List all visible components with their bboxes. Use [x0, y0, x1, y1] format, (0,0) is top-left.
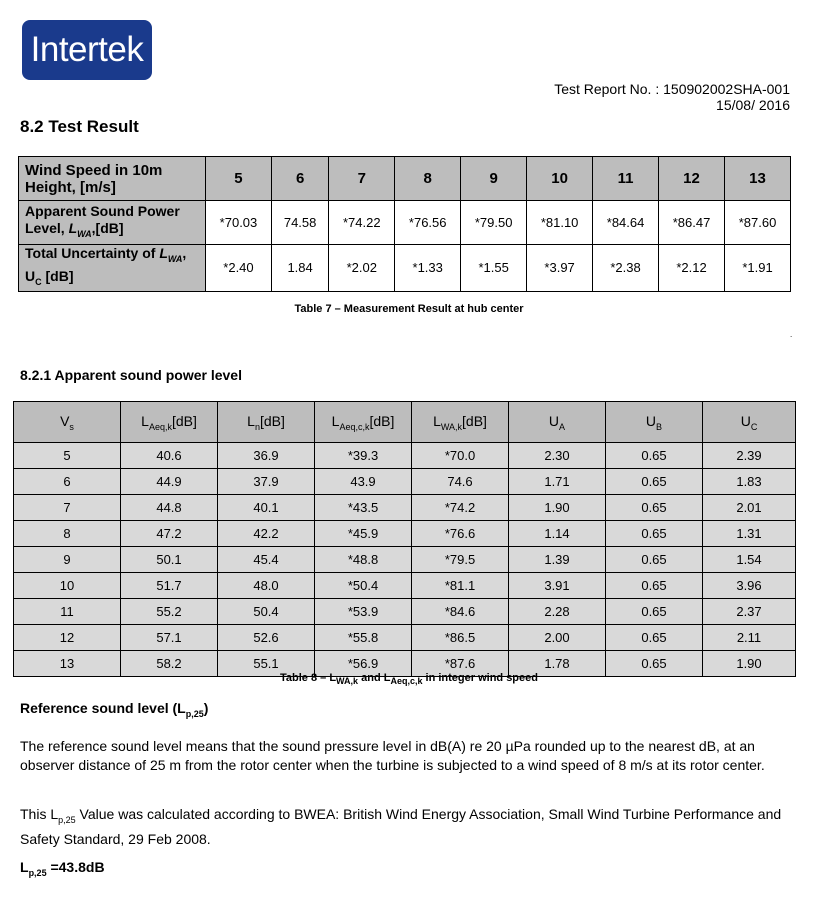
- table-cell: 8: [14, 521, 121, 547]
- row-header-uncertainty: Total Uncertainty of $L_{WA}$, $U_C$ [dB]: [19, 245, 206, 292]
- table8-caption: Table $8 - L_{WA,k}$ and $L_{Aeq,c,k}$ in integer wind speed: [280, 672, 538, 687]
- value-cell: *86.47: [659, 201, 725, 245]
- column-header: $L_{Aeq,c,k}[dB]$: [315, 402, 412, 443]
- table-row: [14, 521, 796, 547]
- table-cell: 1.31: [703, 521, 796, 547]
- table-cell: 1.14: [509, 521, 606, 547]
- table-row: [14, 443, 796, 469]
- value-cell: 74.58: [271, 201, 328, 245]
- value-cell: *2.40: [206, 245, 272, 292]
- value-cell: 1.84: [271, 245, 328, 292]
- sound-power-table: [13, 401, 796, 677]
- table-cell: 0.65: [606, 599, 703, 625]
- column-header: $L_{Aeq,k}[dB]$: [121, 402, 218, 443]
- table-cell: 0.65: [606, 495, 703, 521]
- table-row: [14, 625, 796, 651]
- calculation-paragraph: This $L_{p,25}$ Value was calculated according to BWEA: British Wind Energy Association, Small Wind Turbine Performance and Safety Standard, 29 Feb 2008.: [20, 806, 782, 847]
- table-cell: 57.1: [121, 625, 218, 651]
- table-cell: 50.4: [218, 599, 315, 625]
- table-cell: 5: [14, 443, 121, 469]
- table-cell: *86.5: [412, 625, 509, 651]
- table-cell: 40.1: [218, 495, 315, 521]
- table-row: [14, 573, 796, 599]
- table-cell: *45.9: [315, 521, 412, 547]
- table-row: [14, 547, 796, 573]
- row-header-wind-speed: Wind Speed in 10m Height, [m/s]: [19, 157, 206, 201]
- column-header: $U_A$: [509, 402, 606, 443]
- table-cell: *79.5: [412, 547, 509, 573]
- value-cell: *79.50: [461, 201, 527, 245]
- table-cell: 0.65: [606, 573, 703, 599]
- reference-value: $L_{p,25} =43.8dB$: [20, 859, 105, 878]
- table-header-row: [19, 157, 791, 201]
- wind-speed-cell: 7: [329, 157, 395, 201]
- table-cell: 0.65: [606, 469, 703, 495]
- table-cell: *70.0: [412, 443, 509, 469]
- wind-speed-cell: 12: [659, 157, 725, 201]
- table-cell: 1.83: [703, 469, 796, 495]
- table-cell: 2.01: [703, 495, 796, 521]
- table-cell: 13: [14, 651, 121, 677]
- column-header: $U_C$: [703, 402, 796, 443]
- section-title: 8.2 Test Result: [20, 117, 139, 136]
- table-cell: 48.0: [218, 573, 315, 599]
- table-cell: 12: [14, 625, 121, 651]
- table-cell: 2.11: [703, 625, 796, 651]
- value-cell: *84.64: [593, 201, 659, 245]
- wind-speed-cell: 11: [593, 157, 659, 201]
- table-cell: 44.8: [121, 495, 218, 521]
- table-cell: 51.7: [121, 573, 218, 599]
- table-cell: 37.9: [218, 469, 315, 495]
- table-cell: 6: [14, 469, 121, 495]
- row-header-sound-power: Apparent Sound Power Level, $L_{WA},[dB]$: [19, 201, 206, 245]
- table-cell: *39.3: [315, 443, 412, 469]
- table-cell: 10: [14, 573, 121, 599]
- table-row: [14, 599, 796, 625]
- table-header-row: [14, 402, 796, 443]
- value-cell: *1.33: [395, 245, 461, 292]
- wind-speed-cell: 10: [527, 157, 593, 201]
- wind-speed-cell: 13: [725, 157, 791, 201]
- column-header: $U_B$: [606, 402, 703, 443]
- wind-speed-cell: 5: [206, 157, 272, 201]
- table-cell: *55.8: [315, 625, 412, 651]
- table-cell: 55.1: [218, 651, 315, 677]
- column-header: $V_s$: [14, 402, 121, 443]
- table-cell: 43.9: [315, 469, 412, 495]
- table-cell: 50.1: [121, 547, 218, 573]
- measurement-result-table: [18, 156, 791, 292]
- value-cell: *1.91: [725, 245, 791, 292]
- table-cell: 1.54: [703, 547, 796, 573]
- table-cell: 55.2: [121, 599, 218, 625]
- value-cell: *81.10: [527, 201, 593, 245]
- table-cell: *43.5: [315, 495, 412, 521]
- table-cell: 45.4: [218, 547, 315, 573]
- reference-paragraph: The reference sound level means that the sound pressure level in dB(A) re 20 µPa rounded up to the nearest dB, at an observer distance of 25 m from the rotor center when the turbine is subjected to a wind speed of 8 m/s at its rotor center.: [20, 738, 765, 773]
- table-cell: 2.37: [703, 599, 796, 625]
- wind-speed-cell: 9: [461, 157, 527, 201]
- report-number: Test Report No. : 150902002SHA-001: [554, 81, 790, 97]
- table-row: [14, 495, 796, 521]
- table-row: [19, 245, 791, 292]
- table-cell: *48.8: [315, 547, 412, 573]
- table-cell: 36.9: [218, 443, 315, 469]
- table-row: [19, 201, 791, 245]
- table-cell: 2.39: [703, 443, 796, 469]
- table-cell: *74.2: [412, 495, 509, 521]
- table-cell: 1.90: [509, 495, 606, 521]
- table-cell: 58.2: [121, 651, 218, 677]
- table-cell: 44.9: [121, 469, 218, 495]
- subsection-title: 8.2.1 Apparent sound power level: [20, 367, 242, 383]
- table-cell: 40.6: [121, 443, 218, 469]
- table-cell: 11: [14, 599, 121, 625]
- table-cell: 42.2: [218, 521, 315, 547]
- column-header: $L_n[dB]$: [218, 402, 315, 443]
- table-cell: 0.65: [606, 651, 703, 677]
- value-cell: *87.60: [725, 201, 791, 245]
- table-cell: 7: [14, 495, 121, 521]
- value-cell: *76.56: [395, 201, 461, 245]
- table-cell: 1.78: [509, 651, 606, 677]
- value-cell: *2.02: [329, 245, 395, 292]
- table-row: [14, 469, 796, 495]
- column-header: $L_{WA,k}[dB]$: [412, 402, 509, 443]
- table-cell: 2.30: [509, 443, 606, 469]
- table-cell: 3.91: [509, 573, 606, 599]
- intertek-logo: Intertek: [22, 20, 152, 80]
- table-cell: *87.6: [412, 651, 509, 677]
- report-date: 15/08/ 2016: [716, 97, 790, 113]
- table7-caption: Table 7 – Measurement Result at hub center: [294, 303, 524, 315]
- wind-speed-cell: 8: [395, 157, 461, 201]
- value-cell: *1.55: [461, 245, 527, 292]
- table-cell: 1.71: [509, 469, 606, 495]
- stray-dot: .: [790, 330, 793, 339]
- table-cell: 9: [14, 547, 121, 573]
- table-cell: 0.65: [606, 443, 703, 469]
- table-cell: 2.00: [509, 625, 606, 651]
- table-cell: 0.65: [606, 625, 703, 651]
- table-cell: 74.6: [412, 469, 509, 495]
- reference-title: Reference sound level $(L_{p,25})$: [20, 700, 209, 719]
- table-cell: 52.6: [218, 625, 315, 651]
- value-cell: *2.12: [659, 245, 725, 292]
- table-cell: 2.28: [509, 599, 606, 625]
- table-cell: 1.39: [509, 547, 606, 573]
- value-cell: *74.22: [329, 201, 395, 245]
- table-cell: 47.2: [121, 521, 218, 547]
- table-cell: *53.9: [315, 599, 412, 625]
- table-cell: *84.6: [412, 599, 509, 625]
- table-cell: *56.9: [315, 651, 412, 677]
- table-cell: 3.96: [703, 573, 796, 599]
- table-cell: *50.4: [315, 573, 412, 599]
- table-cell: 0.65: [606, 547, 703, 573]
- table-cell: 0.65: [606, 521, 703, 547]
- value-cell: *2.38: [593, 245, 659, 292]
- table-cell: *81.1: [412, 573, 509, 599]
- wind-speed-cell: 6: [271, 157, 328, 201]
- table-cell: *76.6: [412, 521, 509, 547]
- value-cell: *70.03: [206, 201, 272, 245]
- table-cell: 1.90: [703, 651, 796, 677]
- value-cell: *3.97: [527, 245, 593, 292]
